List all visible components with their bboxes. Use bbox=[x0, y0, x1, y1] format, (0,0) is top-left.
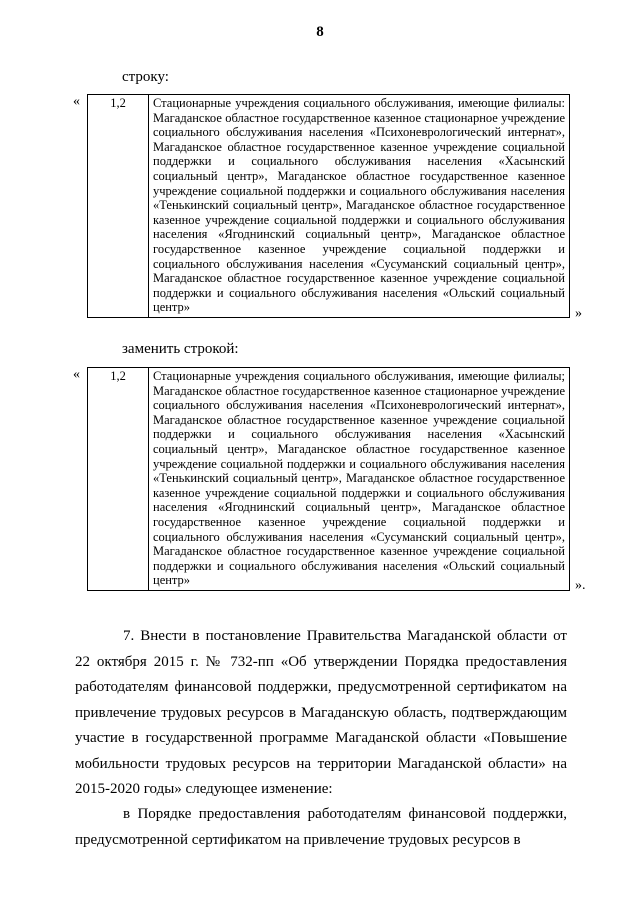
page-number: 8 bbox=[316, 24, 324, 40]
paragraph-8: в Порядке предоставления работодателям финансовой поддержки, предусмотренной сертификатом на привлечение трудовых ресурсов в bbox=[75, 806, 567, 848]
quote-open-new: « bbox=[73, 367, 80, 382]
new-row-table bbox=[87, 367, 570, 591]
old-row-text: Стационарные учреждения социального обслуживания, имеющие филиалы: Магаданское областное государственное казенное стационарное учреждение социального обслуживания населения «Психоневрологический интернат», Магаданское областное государственное казенное учреждение социальной поддержки и социального обслуживания населения «Хасынский социальный центр», Магаданское областное государственное казенное учреждение социальной поддержки и социального обслуживания населения «Тенькинский социальный центр», Магаданское областное государственное казенное учреждение социальной поддержки и социального обслуживания населения «Ягоднинский социальный центр», Магаданское областное государственное казенное учреждение социальной поддержки и социального обслуживания населения «Сусуманский социальный центр», Магаданское областное государственное казенное учреждение социальной поддержки и социального обслуживания населения «Ольский социальный центр» bbox=[149, 95, 570, 318]
old-row-table bbox=[87, 94, 570, 318]
label-new-row: заменить строкой: bbox=[122, 341, 239, 357]
label-old-row: строку: bbox=[122, 69, 169, 85]
table-row bbox=[88, 95, 570, 318]
paragraph-7: 7. Внести в постановление Правительства Магаданской области от 22 октября 2015 г. № 732-пп «Об утверждении Порядка предоставления работодателям финансовой поддержки, предусмотренной сертификатом на привлечение трудовых ресурсов в Магаданскую область, подтверждающим участие в государственной программе Магаданской области «Повышение мобильности трудовых ресурсов на территории Магаданской области» на 2015-2020 годы» следующее изменение: bbox=[75, 628, 567, 797]
quote-close-new: ». bbox=[575, 578, 586, 593]
quote-open-old: « bbox=[73, 94, 80, 109]
new-row-text: Стационарные учреждения социального обслуживания, имеющие филиалы; Магаданское областное государственное казенное стационарное учреждение социального обслуживания населения «Психоневрологический интернат», Магаданское областное государственное казенное учреждение социальной поддержки и социального обслуживания населения «Хасынский социальный центр», Магаданское областное государственное казенное учреждение социальной поддержки и социального обслуживания населения «Тенькинский социальный центр», Магаданское областное государственное казенное учреждение социальной поддержки и социального обслуживания населения «Ягоднинский социальный центр», Магаданское областное государственное казенное учреждение социальной поддержки и социального обслуживания населения «Сусуманский социальный центр», Магаданское областное государственное казенное учреждение социальной поддержки и социального обслуживания населения «Ольский социальный центр» bbox=[149, 368, 570, 591]
new-row-number: 1,2 bbox=[88, 368, 149, 591]
table-row bbox=[88, 368, 570, 591]
quote-close-old: » bbox=[575, 306, 582, 321]
old-row-number: 1,2 bbox=[88, 95, 149, 318]
